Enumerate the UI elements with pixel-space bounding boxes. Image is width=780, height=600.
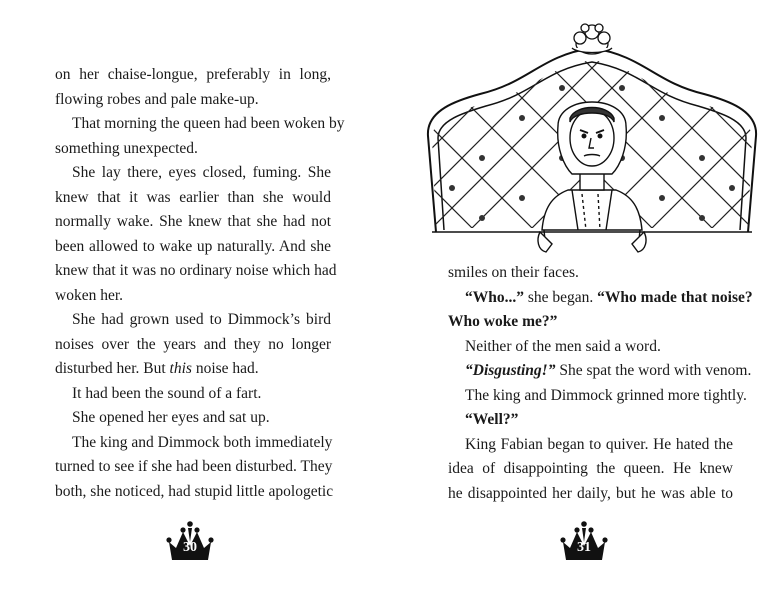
text-line: idea of disappointing the queen. He knew <box>448 460 733 477</box>
text-line: something unexpected. <box>55 139 198 157</box>
left-page-text <box>55 63 345 504</box>
page-number-badge <box>558 520 610 564</box>
page-number: 31 <box>577 540 591 555</box>
dialogue-text: “Well?” <box>465 411 519 428</box>
emphasis-text: this <box>169 360 192 377</box>
text-line: knew that it was earlier than she would <box>55 188 331 206</box>
text-line: normally wake. She knew that she had not <box>55 213 331 230</box>
text-line: The king and Dimmock grinned more tightly. <box>465 386 747 404</box>
dialogue-text: “Who...” <box>465 288 524 306</box>
text-line: “Disgusting!” She spat the word with venom. <box>465 362 752 379</box>
page-number-badge <box>164 520 216 564</box>
text-line: both, she noticed, had stupid little apologetic <box>55 482 334 500</box>
text-line: been allowed to wake up naturally. And she <box>55 237 331 255</box>
text-line: Neither of the men said a word. <box>465 337 661 355</box>
dialogue-text: “Disgusting!” <box>465 362 556 379</box>
text-line: disturbed her. But this noise had. <box>55 360 259 377</box>
text-line: smiles on their faces. <box>448 264 579 281</box>
text-line: The king and Dimmock both immediately <box>72 433 333 451</box>
text-line: he disappointed her daily, but he was able to <box>448 484 733 502</box>
text-line: woken her. <box>55 286 124 304</box>
text-line: She lay there, eyes closed, fuming. She <box>72 164 331 181</box>
text-line: knew that it was no ordinary noise which had <box>55 262 337 279</box>
text-line: She opened her eyes and sat up. <box>72 409 270 426</box>
right-page <box>390 0 780 600</box>
text-line: It had been the sound of a fart. <box>72 384 262 402</box>
text-line: King Fabian began to quiver. He hated the <box>465 435 733 453</box>
text-line: flowing robes and pale make-up. <box>55 90 259 108</box>
page-number: 30 <box>183 540 197 555</box>
text-line: “Who...” she began. “Who made that noise? <box>465 288 753 306</box>
dialogue-text: “Who made that noise? <box>597 288 753 306</box>
text-line: She had grown used to Dimmock’s bird <box>72 311 331 328</box>
queen-chaise-illustration <box>422 18 762 258</box>
right-page-text <box>448 261 753 506</box>
text-line: turned to see if she had been disturbed. They <box>55 458 333 475</box>
dialogue-text: Who woke me?” <box>448 313 558 330</box>
text-line: noises over the years and they no longer <box>55 335 331 353</box>
text-line: on her chaise-longue, preferably in long, <box>55 66 331 83</box>
text-line: That morning the queen had been woken by <box>72 115 345 132</box>
